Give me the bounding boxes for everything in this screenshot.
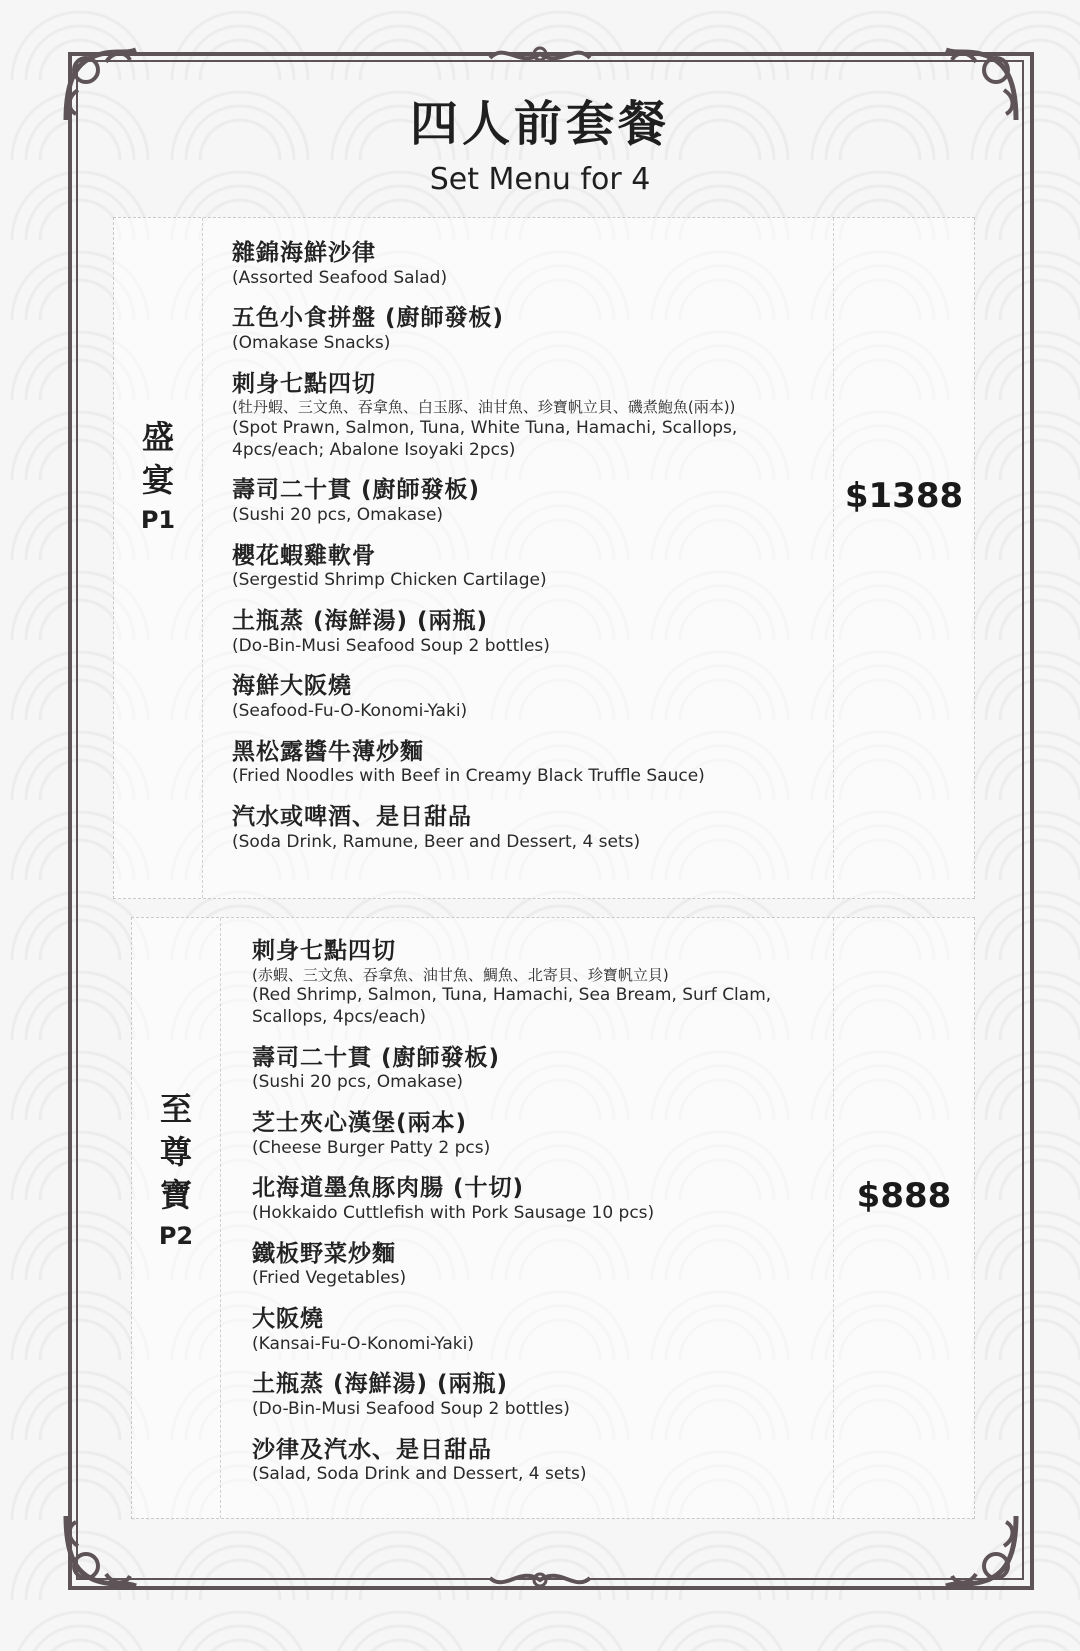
item-name-en: (Seafood-Fu-O-Konomi-Yaki) bbox=[232, 700, 468, 721]
set-p1-item-list bbox=[232, 240, 832, 869]
item-name-en: (Fried Vegetables) bbox=[252, 1268, 407, 1289]
item-name-en: (Sergestid Shrimp Chicken Cartilage) bbox=[232, 570, 547, 591]
item-name-cn: 鐵板野菜炒麵 bbox=[252, 1240, 396, 1267]
item-name-en: (Omakase Snacks) bbox=[232, 332, 391, 353]
corner-flourish-icon bbox=[56, 1510, 142, 1596]
set-p1-panel bbox=[113, 217, 975, 899]
set-p2-name-cn: 至尊寶 bbox=[159, 1090, 192, 1215]
list-item bbox=[252, 1045, 852, 1094]
item-name-en: (Do-Bin-Musi Seafood Soup 2 bottles) bbox=[252, 1398, 570, 1419]
item-name-cn: 大阪燒 bbox=[252, 1305, 324, 1332]
set-p2-panel bbox=[131, 917, 975, 1519]
set-p1-code: P1 bbox=[140, 506, 176, 535]
item-name-en: (Soda Drink, Ramune, Beer and Dessert, 4 sets) bbox=[232, 831, 641, 852]
list-item bbox=[252, 1371, 852, 1420]
item-name-en: (Salad, Soda Drink and Dessert, 4 sets) bbox=[252, 1464, 587, 1485]
item-name-en: (Hokkaido Cuttlefish with Pork Sausage 10 pcs) bbox=[252, 1202, 655, 1223]
list-item bbox=[252, 1241, 852, 1290]
list-item bbox=[232, 305, 832, 354]
set-p2-code: P2 bbox=[158, 1221, 194, 1250]
item-name-en: (Sushi 20 pcs, Omakase) bbox=[232, 504, 444, 525]
set-p2-item-list bbox=[252, 938, 852, 1502]
list-item bbox=[252, 938, 852, 1029]
item-name-cn: 刺身七點四切 bbox=[252, 938, 396, 964]
set-p2-price: $888 bbox=[856, 1176, 952, 1216]
set-p1-name-column bbox=[114, 218, 203, 898]
item-detail-cn: (赤蝦、三文魚、吞拿魚、油甘魚、鯛魚、北寄貝、珍寶帆立貝) bbox=[252, 965, 669, 984]
list-item bbox=[252, 1110, 852, 1159]
list-item bbox=[232, 804, 832, 853]
list-item bbox=[252, 1306, 852, 1355]
item-name-en: (Kansai-Fu-O-Konomi-Yaki) bbox=[252, 1333, 474, 1354]
item-name-cn: 汽水或啤酒、是日甜品 bbox=[232, 804, 472, 830]
item-name-cn: 北海道墨魚豚肉腸 (十切) bbox=[252, 1175, 525, 1202]
page-title: 四人前套餐 bbox=[409, 96, 670, 152]
top-ornament-icon bbox=[480, 38, 600, 72]
list-item bbox=[232, 673, 832, 722]
list-item bbox=[232, 371, 832, 462]
item-name-en: (Sushi 20 pcs, Omakase) bbox=[252, 1072, 464, 1093]
item-name-cn: 櫻花蝦雞軟骨 bbox=[232, 542, 376, 569]
item-name-cn: 壽司二十貫 (廚師發板) bbox=[232, 477, 481, 504]
list-item bbox=[252, 1437, 852, 1486]
set-p2-name bbox=[132, 1088, 220, 1252]
list-item bbox=[252, 1175, 852, 1224]
list-item bbox=[232, 608, 832, 657]
item-name-en: (Fried Noodles with Beef in Creamy Black Truffle Sauce) bbox=[232, 766, 705, 787]
bottom-ornament-icon bbox=[480, 1562, 600, 1596]
item-name-cn: 刺身七點四切 bbox=[232, 370, 376, 397]
list-item bbox=[232, 739, 832, 788]
item-name-cn: 芝士夾心漢堡(兩本) bbox=[252, 1109, 468, 1136]
item-name-cn: 沙律及汽水、是日甜品 bbox=[252, 1436, 492, 1463]
set-p2-price-column bbox=[833, 918, 974, 1518]
item-name-en: (Spot Prawn, Salmon, Tuna, White Tuna, Hamachi, Scallops, 4pcs/each; Abalone Isoyaki 2pcs) bbox=[232, 417, 738, 460]
item-name-cn: 海鮮大阪燒 bbox=[232, 673, 352, 700]
item-name-cn: 黑松露醬牛薄炒麵 bbox=[232, 738, 424, 765]
item-name-cn: 五色小食拼盤 (廚師發板) bbox=[232, 305, 505, 332]
item-name-cn: 土瓶蒸 (海鮮湯) (兩瓶) bbox=[252, 1371, 509, 1398]
item-name-en: (Cheese Burger Patty 2 pcs) bbox=[252, 1137, 491, 1158]
item-name-cn: 土瓶蒸 (海鮮湯) (兩瓶) bbox=[232, 607, 489, 634]
list-item bbox=[232, 543, 832, 592]
item-detail-cn: (牡丹蝦、三文魚、吞拿魚、白玉豚、油甘魚、珍寶帆立貝、磯煮鮑魚(兩本)) bbox=[232, 398, 736, 417]
set-p1-name-cn: 盛宴 bbox=[141, 418, 174, 500]
set-p1-price-column bbox=[833, 218, 974, 898]
corner-flourish-icon bbox=[940, 1510, 1026, 1596]
page-subtitle: Set Menu for 4 bbox=[429, 162, 651, 197]
item-name-en: (Assorted Seafood Salad) bbox=[232, 267, 448, 288]
list-item bbox=[232, 240, 832, 289]
item-name-cn: 雜錦海鮮沙律 bbox=[232, 240, 376, 266]
item-name-en: (Red Shrimp, Salmon, Tuna, Hamachi, Sea Bream, Surf Clam, Scallops, 4pcs/each) bbox=[252, 985, 772, 1027]
item-name-en: (Do-Bin-Musi Seafood Soup 2 bottles) bbox=[232, 635, 550, 656]
set-p1-name bbox=[114, 416, 202, 537]
item-name-cn: 壽司二十貫 (廚師發板) bbox=[252, 1044, 501, 1071]
set-p1-price: $1388 bbox=[844, 476, 964, 516]
list-item bbox=[232, 477, 832, 526]
